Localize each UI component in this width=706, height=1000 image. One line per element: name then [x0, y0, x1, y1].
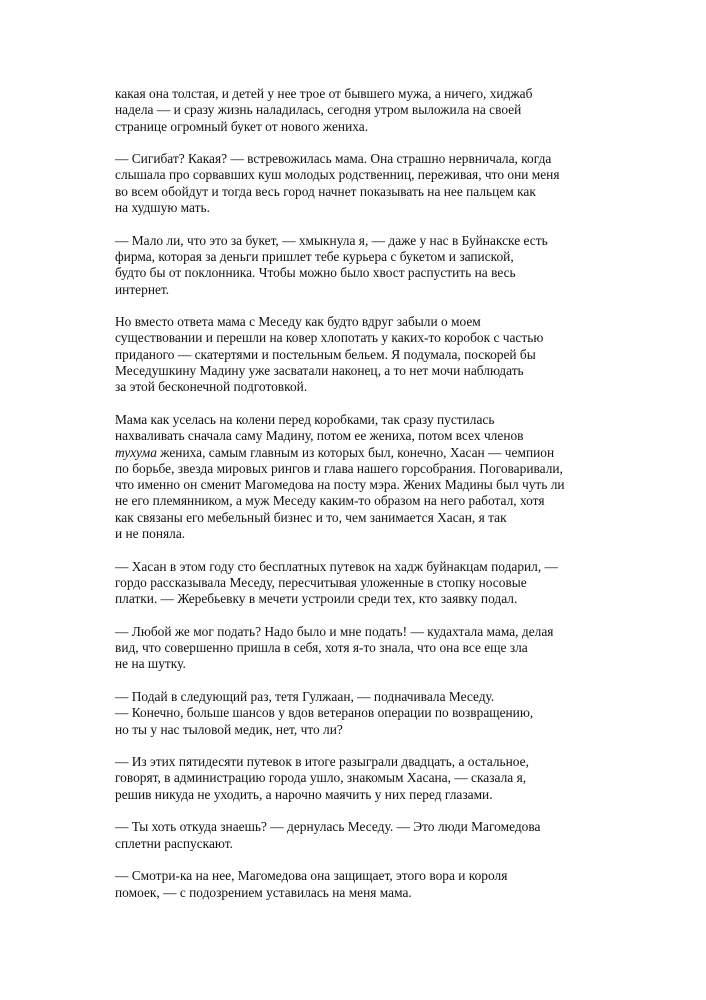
text-line: как связаны его мебельный бизнес и то, чем занимается Хасан, я так	[115, 509, 507, 525]
text-line: нахваливать сначала саму Мадину, потом ее жениха, потом всех членов	[115, 428, 524, 444]
text-line: — Хасан в этом году сто бесплатных путевок на хадж буйнакцам подарил, —	[115, 558, 558, 574]
line-rest: жениха, самым главным из которых был, конечно, Хасан — чемпион	[156, 444, 555, 460]
text-line: Меседушкину Мадину уже засватали наконец, а то нет мочи наблюдать	[115, 363, 524, 379]
text-line-with-italic	[115, 445, 595, 461]
text-line: не его племянником, а муж Меседу каким-то образом на него работал, хотя	[115, 493, 545, 509]
text-line: фирма, которая за деньги пришлет тебе курьера с букетом и запиской,	[115, 248, 514, 264]
text-line: Мама как уселась на колени перед коробками, так сразу пустилась	[115, 411, 495, 427]
text-line: по борьбе, звезда мировых рингов и глава нашего горсобрания. Поговаривали,	[115, 460, 563, 476]
text-line: интернет.	[115, 281, 170, 297]
paragraph-7	[115, 624, 595, 673]
text-line: что именно он сменит Магомедова на посту мэра. Жених Мадины был чуть ли	[115, 477, 565, 493]
text-line: будто бы от поклонника. Чтобы можно было хвост распустить на весь	[115, 265, 516, 281]
paragraph-2	[115, 151, 595, 216]
italic-word: тухума	[115, 444, 157, 460]
paragraph-3	[115, 233, 595, 298]
text-line: — Любой же мог подать? Надо было и мне подать! — кудахтала мама, делая	[115, 623, 554, 639]
text-line: гордо рассказывала Меседу, пересчитывая уложенные в стопку носовые	[115, 574, 527, 590]
text-line: но ты у нас тыловой медик, нет, что ли?	[115, 721, 343, 737]
text-line: — Сигибат? Какая? — встревожилась мама. Она страшно нервничала, когда	[115, 151, 552, 167]
text-line: на худшую мать.	[115, 200, 210, 216]
document-page	[115, 86, 595, 917]
text-line: сплетни распускают.	[115, 835, 233, 851]
text-line: — Из этих пятидесяти путевок в итоге разыграли двадцать, а остальное,	[115, 754, 529, 770]
text-line: — Мало ли, что это за букет, — хмыкнула я, — даже у нас в Буйнакске есть	[115, 232, 548, 248]
text-line: помоек, — с подозрением уставилась на меня мама.	[115, 884, 412, 900]
text-line: за этой бесконечной подготовкой.	[115, 379, 308, 395]
text-line: какая она толстая, и детей у нее трое от бывшего мужа, а ничего, хиджаб	[115, 86, 533, 101]
text-line: решив никуда не уходить, а нарочно маячить у них перед глазами.	[115, 786, 493, 802]
text-line: — Подай в следующий раз, тетя Гулжаан, — подначивала Меседу.	[115, 688, 495, 704]
text-line: существовании и перешли на ковер хлопотать у каких-то коробок с частью	[115, 330, 544, 346]
text-line: не на шутку.	[115, 656, 186, 672]
paragraph-4	[115, 314, 595, 395]
text-line: Но вместо ответа мама с Меседу как будто вдруг забыли о моем	[115, 314, 481, 330]
paragraph-1	[115, 86, 595, 135]
text-line: — Ты хоть откуда знаешь? — дернулась Меседу. — Это люди Магомедова	[115, 819, 541, 835]
text-line: во всем обойдут и тогда весь город начнет показывать на нее пальцем как	[115, 183, 536, 199]
text-line: говорят, в администрацию города ушло, знакомым Хасана, — сказала я,	[115, 770, 527, 786]
text-line: слышала про сорвавших куш молодых родственниц, переживая, что они меня	[115, 167, 560, 183]
paragraph-11	[115, 868, 595, 901]
paragraph-10	[115, 819, 595, 852]
text-line: — Смотри-ка на нее, Магомедова она защищает, этого вора и короля	[115, 868, 508, 884]
text-line: надела — и сразу жизнь наладилась, сегодня утром выложила на своей	[115, 102, 522, 118]
paragraph-9	[115, 754, 595, 803]
text-line: и не поняла.	[115, 526, 186, 542]
paragraph-5	[115, 412, 595, 542]
text-line: странице огромный букет от нового жениха.	[115, 118, 369, 134]
text-line: приданого — скатертями и постельным бельем. Я подумала, поскорей бы	[115, 346, 536, 362]
paragraph-6	[115, 559, 595, 608]
text-line: платки. — Жеребьевку в мечети устроили среди тех, кто заявку подал.	[115, 591, 518, 607]
paragraph-8	[115, 689, 595, 738]
text-line: вид, что совершенно пришла в себя, хотя я-то знала, что она все еще зла	[115, 640, 528, 656]
text-line: — Конечно, больше шансов у вдов ветеранов операции по возвращению,	[115, 705, 534, 721]
